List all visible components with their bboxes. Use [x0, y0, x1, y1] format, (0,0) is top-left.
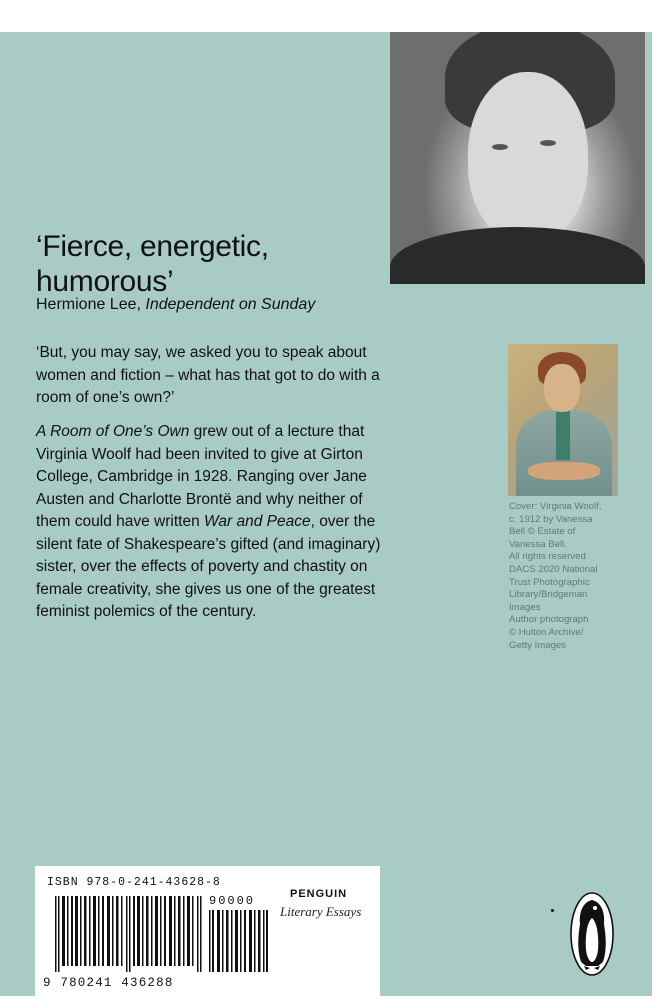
- review-attribution: [36, 296, 315, 314]
- blurb-text-a: grew out of a lecture that Virginia Woolf had been invited to give at Girton College, Cambridge in 1928. Ranging over Jane Austen and Charlotte Brontë and why neither of them could have written: [36, 423, 367, 530]
- epigraph: ‘But, you may say, we asked you to speak about women and fiction – what has that got to do with a room of one’s own?’: [36, 344, 380, 406]
- review-quote-line-1: ‘Fierce, energetic,: [36, 230, 269, 263]
- image-credits: Cover: Virginia Woolf, c. 1912 by Vanessa Bell © Estate of Vanessa Bell. All rights reserved DACS 2020 National Trust Photographic Library/Bridgeman Images Author photograph © Hulton Archive/ Getty Images: [509, 501, 602, 651]
- review-quote-line-2: humorous’: [36, 265, 174, 298]
- decorative-dot: [551, 909, 554, 912]
- book-back-cover: [0, 32, 652, 996]
- review-quote: [36, 229, 396, 299]
- isbn-label: ISBN 978-0-241-43628-8: [47, 876, 221, 889]
- barcode-addon-number: 90000: [209, 894, 256, 908]
- blurb: [36, 421, 396, 624]
- barcode-number: 9 780241 436288: [43, 976, 174, 990]
- barcode-addon-bars: [209, 910, 269, 972]
- author-photograph: [390, 32, 645, 284]
- penguin-logo-icon: [570, 892, 614, 976]
- cover-painting-thumbnail: [508, 344, 618, 496]
- blurb-text-b: , over the silent fate of Shakespeare’s gifted (and imaginary) sister, over the effects of poverty and chastity on female creativity, she gives us one of the greatest feminist polemics of the century.: [36, 513, 381, 620]
- publisher-name: PENGUIN: [290, 888, 348, 900]
- attribution-source: Independent on Sunday: [145, 296, 316, 313]
- blurb-title-2: War and Peace: [204, 513, 311, 530]
- series-name: Literary Essays: [280, 904, 362, 919]
- barcode-box: [35, 866, 380, 1000]
- blurb-title: A Room of One’s Own: [36, 423, 190, 440]
- barcode-bars: [55, 896, 205, 972]
- attribution-name: Hermione Lee,: [36, 296, 146, 313]
